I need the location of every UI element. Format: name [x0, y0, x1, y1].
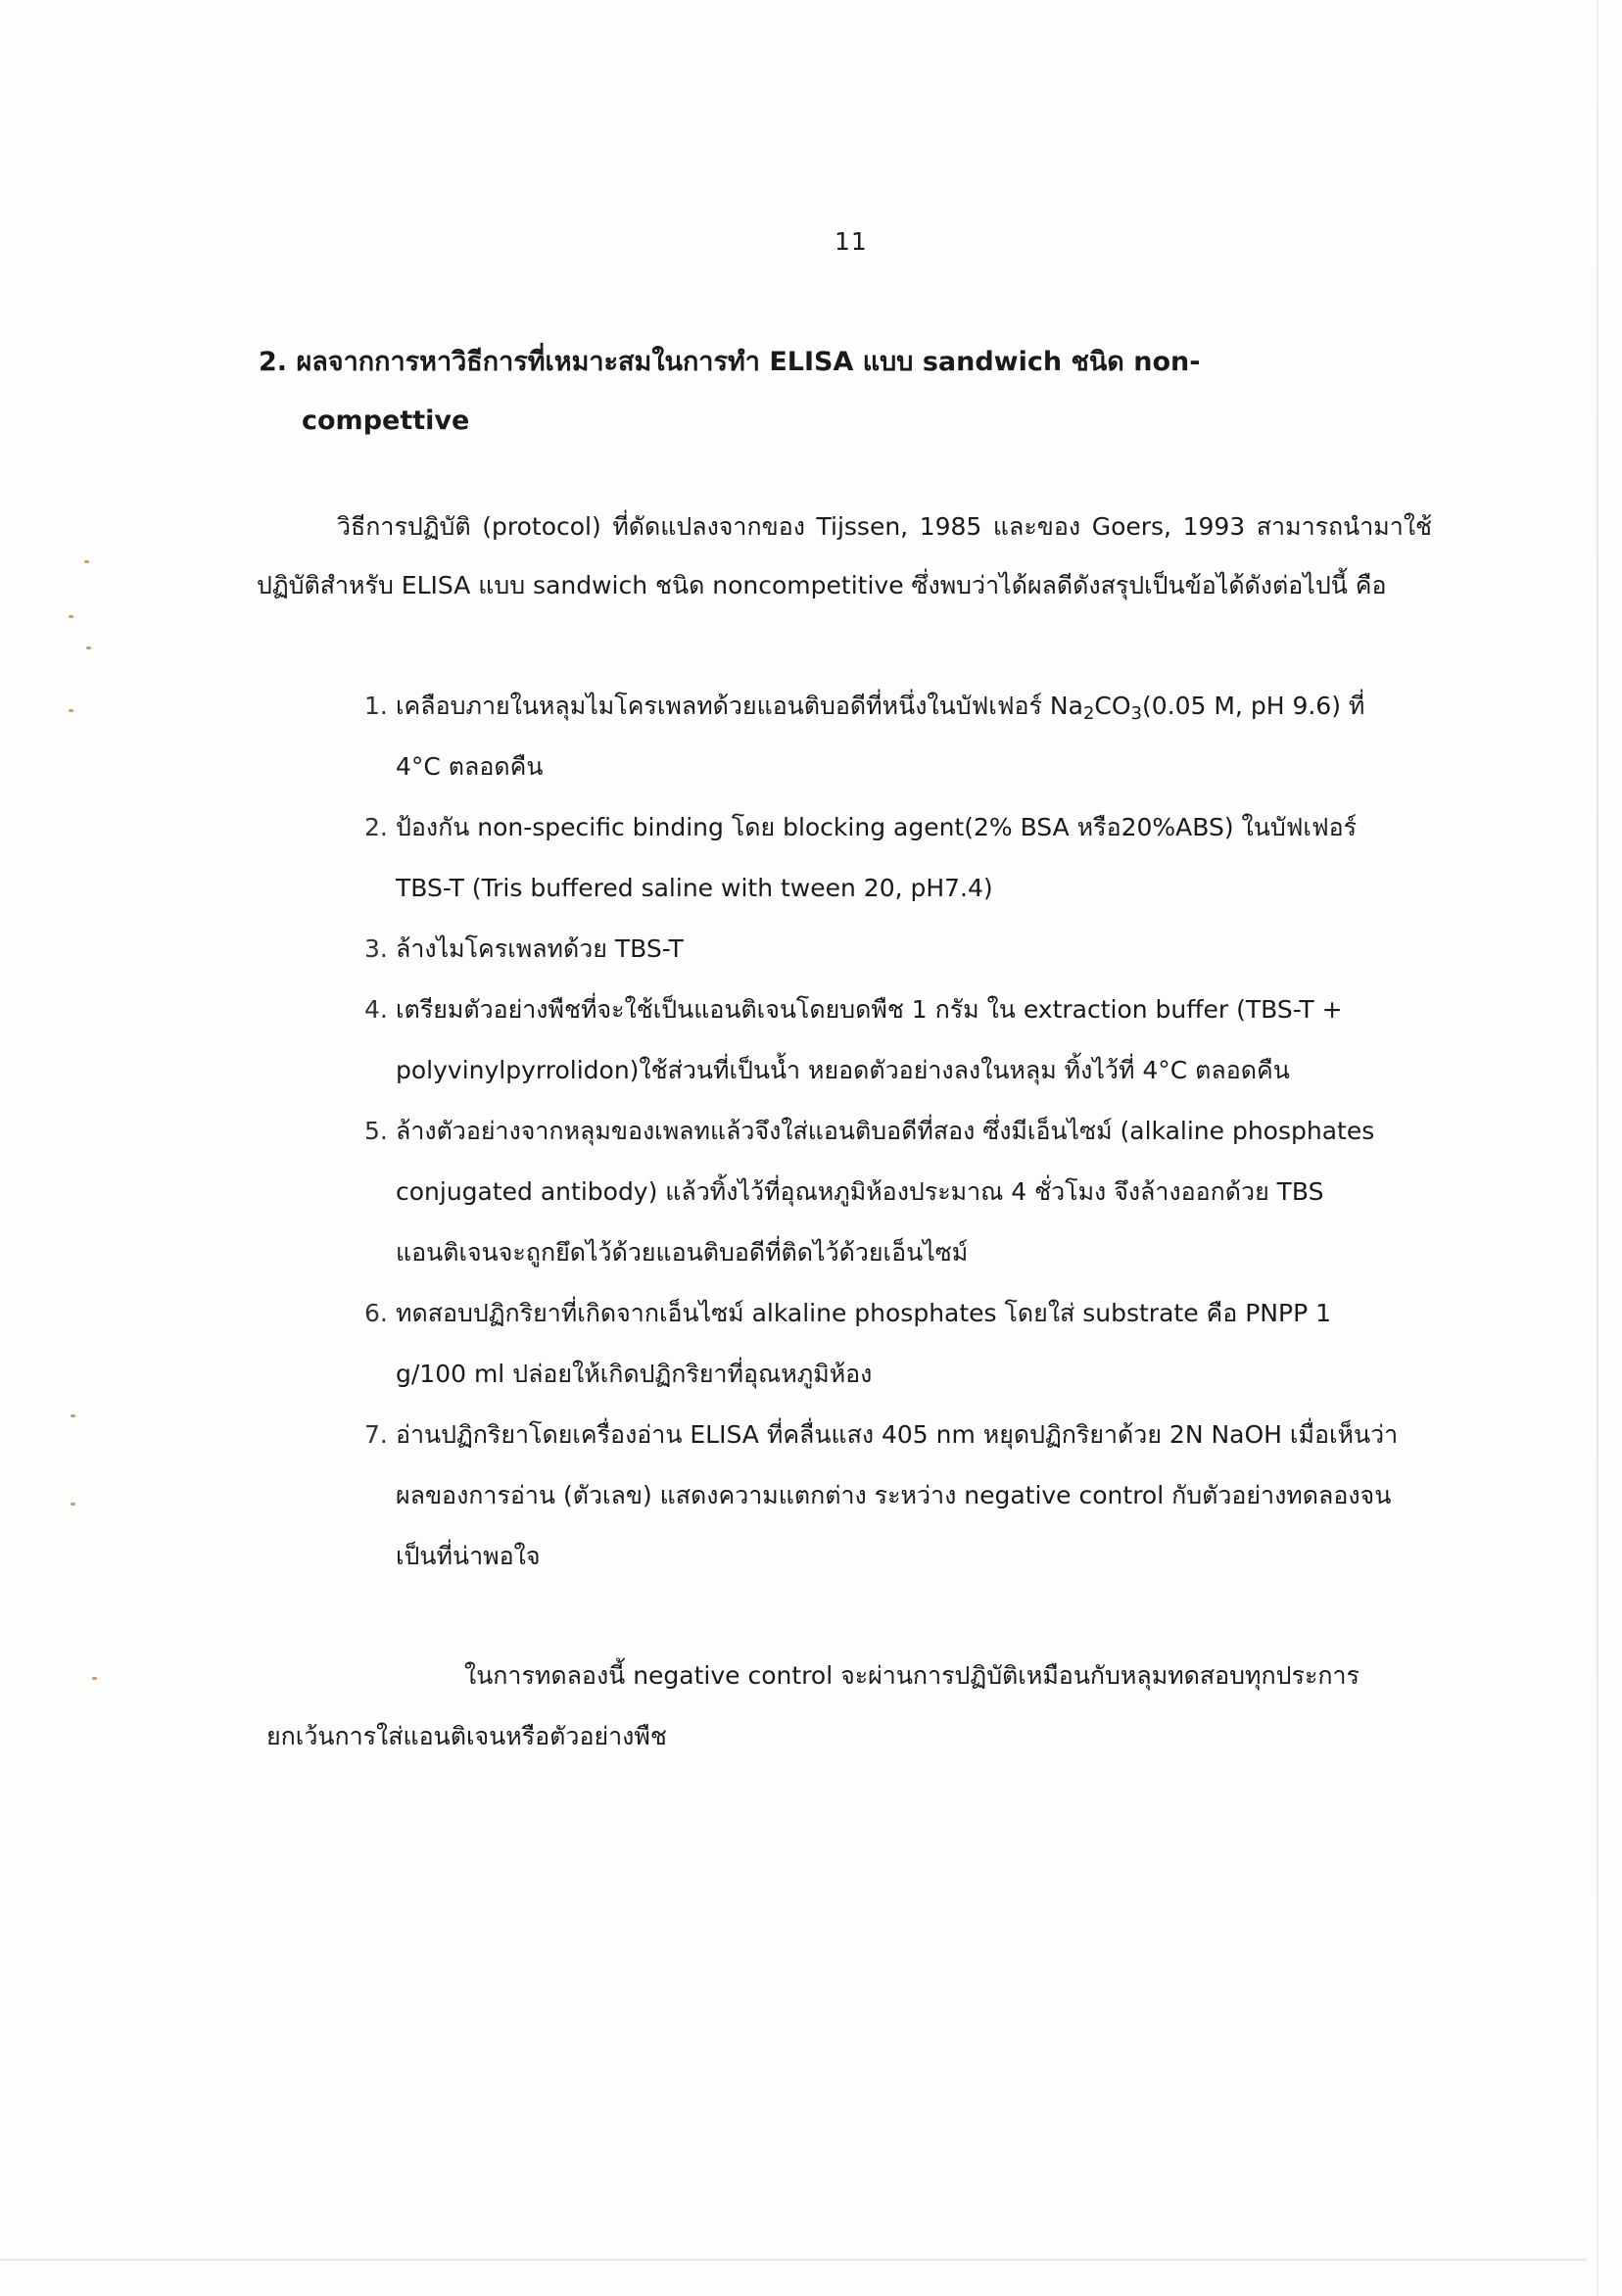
step-number: 1. [364, 692, 388, 720]
page-number: 11 [835, 227, 868, 256]
protocol-steps-list [364, 676, 1403, 1587]
closing-paragraph [266, 1646, 1383, 1767]
scan-edge-right [1597, 0, 1598, 2296]
step-text: ป้องกัน non-specific binding โดย blocking agent(2% BSA หรือ20%ABS) ในบัฟเฟอร์ TBS-T (Tris buffered saline with tween 20, pH7.4) [396, 813, 1358, 902]
step-text: ล้างไมโครเพลทด้วย TBS-T [396, 934, 684, 963]
intro-paragraph [257, 498, 1432, 615]
closing-paragraph-text: ในการทดลองนี้ negative control จะผ่านการปฏิบัติเหมือนกับหลุมทดสอบทุกประการยกเว้นการใส่แอนติเจนหรือตัวอย่างพืช [266, 1661, 1360, 1750]
protocol-step [364, 676, 1403, 797]
scan-speck [71, 1414, 75, 1417]
scan-speck [69, 615, 73, 618]
step-text: ล้างตัวอย่างจากหลุมของเพลทแล้วจึงใส่แอนติบอดีที่สอง ซึ่งมีเอ็นไซม์ (alkaline phosphates conjugated antibody) แล้วทิ้งไว้ที่อุณหภูมิห้องประมาณ 4 ชั่วโมง จึงล้างออกด้วย TBS แอนติเจนจะถูกยึดไว้ด้วยแอนติบอดีที่ติดไว้ด้วยเอ็นไซม์ [396, 1117, 1375, 1267]
protocol-step [364, 1283, 1403, 1405]
step-number: 3. [364, 934, 388, 963]
step-number: 4. [364, 995, 388, 1024]
subscript: 2 [1082, 703, 1095, 724]
intro-paragraph-text: วิธีการปฏิบัติ (protocol) ที่ดัดแปลงจากของ Tijssen, 1985 และของ Goers, 1993 สามารถนำมาใช้ปฏิบัติสำหรับ ELISA แบบ sandwich ชนิด noncompetitive ซึ่งพบว่าได้ผลดีดังสรุปเป็นข้อได้ดังต่อไปนี้ คือ [257, 512, 1432, 599]
subscript: 3 [1130, 703, 1142, 724]
step-number: 7. [364, 1420, 388, 1449]
scan-speck [92, 1677, 97, 1680]
step-number: 6. [364, 1299, 388, 1327]
step-number: 5. [364, 1117, 388, 1145]
protocol-step [364, 919, 1403, 980]
protocol-step [364, 980, 1403, 1101]
step-text: อ่านปฏิกริยาโดยเครื่องอ่าน ELISA ที่คลื่นแสง 405 nm หยุดปฏิกริยาด้วย 2N NaOH เมื่อเห็นว่าผลของการอ่าน (ตัวเลข) แสดงความแตกต่าง ระหว่าง negative control กับตัวอย่างทดลองจนเป็นที่น่าพอใจ [396, 1420, 1399, 1570]
scan-speck [84, 560, 89, 563]
step-text: เตรียมตัวอย่างพืชที่จะใช้เป็นแอนติเจนโดยบดพืช 1 กรัม ใน extraction buffer (TBS-T + polyvinylpyrrolidon)ใช้ส่วนที่เป็นน้ำ หยอดตัวอย่างลงในหลุม ทิ้งไว้ที่ 4°C ตลอดคืน [396, 995, 1343, 1084]
protocol-step [364, 797, 1403, 919]
protocol-step [364, 1101, 1403, 1283]
section-heading-line-2: compettive [302, 406, 470, 436]
scan-speck [86, 646, 91, 649]
step-text: ทดสอบปฏิกริยาที่เกิดจากเอ็นไซม์ alkaline phosphates โดยใส่ substrate คือ PNPP 1 g/100 ml ปล่อยให้เกิดปฏิกริยาที่อุณหภูมิห้อง [396, 1299, 1331, 1388]
step-text: เคลือบภายในหลุมไมโครเพลทด้วยแอนติบอดีที่หนึ่งในบัฟเฟอร์ $Na_2CO_3(0.05$ M, pH 9.6) ที่ 4°C ตลอดคืน [396, 692, 1365, 781]
protocol-step [364, 1405, 1403, 1587]
scan-speck [71, 1503, 75, 1506]
scan-speck [69, 709, 73, 712]
section-heading [259, 333, 1307, 451]
step-number: 2. [364, 813, 388, 841]
section-heading-line-1: 2. ผลจากการหาวิธีการที่เหมาะสมในการทำ ELISA แบบ sandwich ชนิด non- [259, 347, 1201, 377]
scan-edge-bottom [0, 2259, 1587, 2261]
